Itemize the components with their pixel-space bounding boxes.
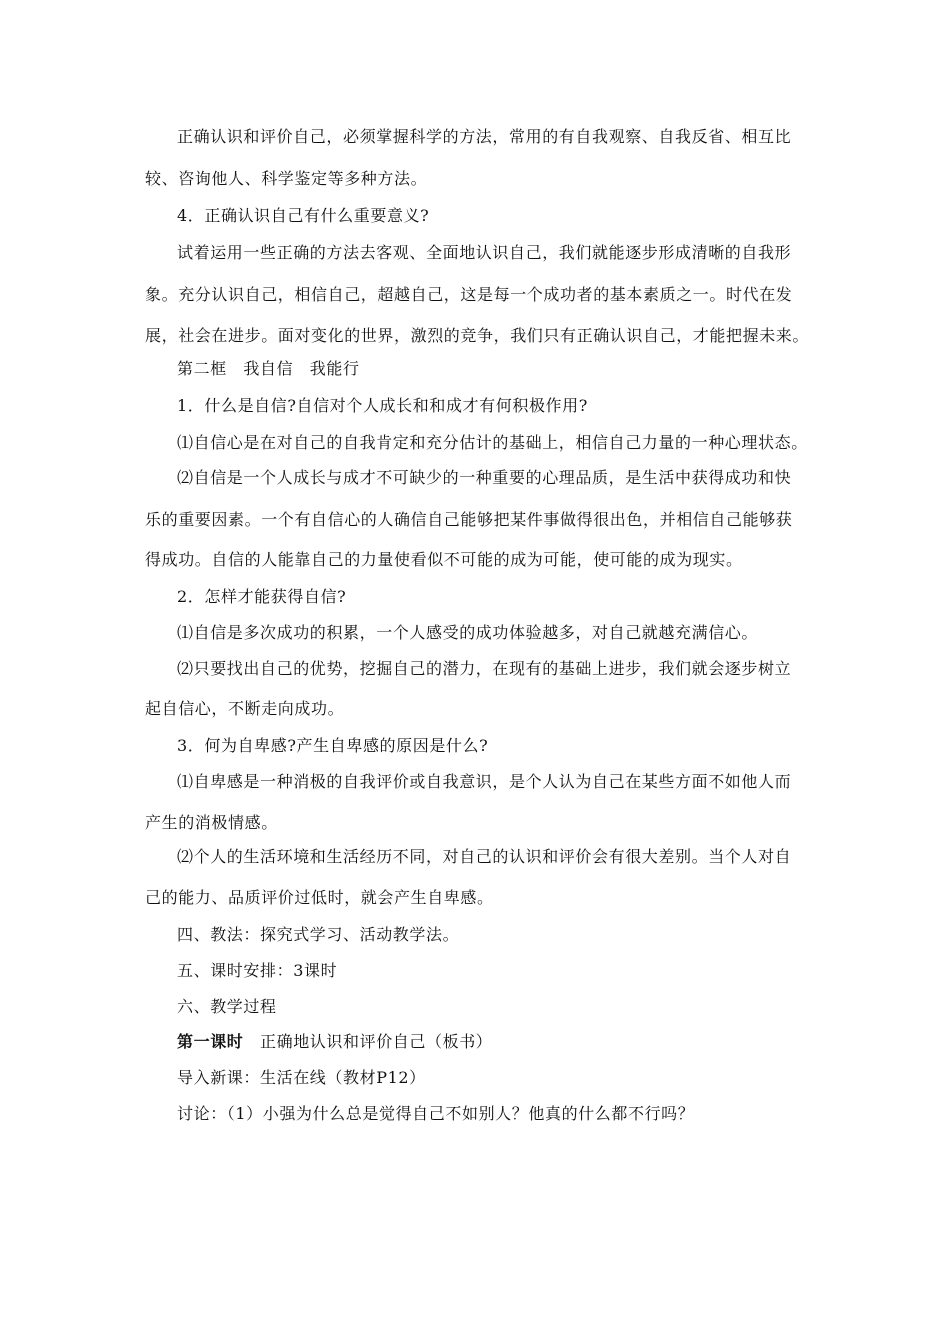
intro-line: 导入新课：生活在线（教材P12） bbox=[177, 1068, 426, 1087]
lesson-label: 第一课时 bbox=[177, 1032, 244, 1051]
paragraph-line: ⑴自卑感是一种消极的自我评价或自我意识，是个人认为自己在某些方面不如他人而 bbox=[177, 772, 792, 791]
question-heading: 4．正确认识自己有什么重要意义? bbox=[177, 206, 430, 225]
paragraph-line: ⑵自信是一个人成长与成才不可缺少的一种重要的心理品质，是生活中获得成功和快 bbox=[177, 468, 792, 487]
paragraph-line: 较、咨询他人、科学鉴定等多种方法。 bbox=[145, 169, 428, 188]
paragraph-line: 己的能力、品质评价过低时，就会产生自卑感。 bbox=[145, 888, 494, 907]
paragraph-line: 象。充分认识自己，相信自己，超越自己，这是每一个成功者的基本素质之一。时代在发 bbox=[145, 285, 793, 304]
section-heading: 四、教法：探究式学习、活动教学法。 bbox=[177, 925, 460, 944]
paragraph-line: 展，社会在进步。面对变化的世界，激烈的竞争，我们只有正确认识自己，才能把握未来。 bbox=[145, 326, 810, 345]
section-heading: 六、教学过程 bbox=[177, 997, 277, 1016]
section-heading: 五、课时安排：3课时 bbox=[177, 961, 338, 980]
paragraph-line: ⑵只要找出自己的优势，挖掘自己的潜力，在现有的基础上进步，我们就会逐步树立 bbox=[177, 659, 792, 678]
paragraph-line: 得成功。自信的人能靠自己的力量使看似不可能的成为可能，使可能的成为现实。 bbox=[145, 550, 743, 569]
paragraph-line: ⑴自信是多次成功的积累，一个人感受的成功体验越多，对自己就越充满信心。 bbox=[177, 623, 759, 642]
discussion-line: 讨论：（1）小强为什么总是觉得自己不如别人？他真的什么都不行吗？ bbox=[177, 1104, 695, 1123]
section-heading: 第二框 我自信 我能行 bbox=[177, 359, 360, 378]
lesson-title: 正确地认识和评价自己（板书） bbox=[243, 1032, 493, 1051]
lesson-heading bbox=[177, 1031, 857, 1053]
question-heading: 1．什么是自信?自信对个人成长和和成才有何积极作用? bbox=[177, 396, 588, 415]
paragraph-line: 正确认识和评价自己，必须掌握科学的方法，常用的有自我观察、自我反省、相互比 bbox=[177, 127, 792, 146]
question-heading: 3．何为自卑感?产生自卑感的原因是什么? bbox=[177, 736, 489, 755]
paragraph-line: ⑴自信心是在对自己的自我肯定和充分估计的基础上，相信自己力量的一种心理状态。 bbox=[177, 433, 808, 452]
paragraph-line: 试着运用一些正确的方法去客观、全面地认识自己，我们就能逐步形成清晰的自我形 bbox=[177, 243, 792, 262]
paragraph-line: 产生的消极情感。 bbox=[145, 813, 278, 832]
paragraph-line: 起自信心，不断走向成功。 bbox=[145, 699, 345, 718]
paragraph-line: ⑵个人的生活环境和生活经历不同，对自己的认识和评价会有很大差别。当个人对自 bbox=[177, 847, 792, 866]
paragraph-line: 乐的重要因素。一个有自信心的人确信自己能够把某件事做得很出色，并相信自己能够获 bbox=[145, 510, 793, 529]
question-heading: 2．怎样才能获得自信? bbox=[177, 587, 347, 606]
